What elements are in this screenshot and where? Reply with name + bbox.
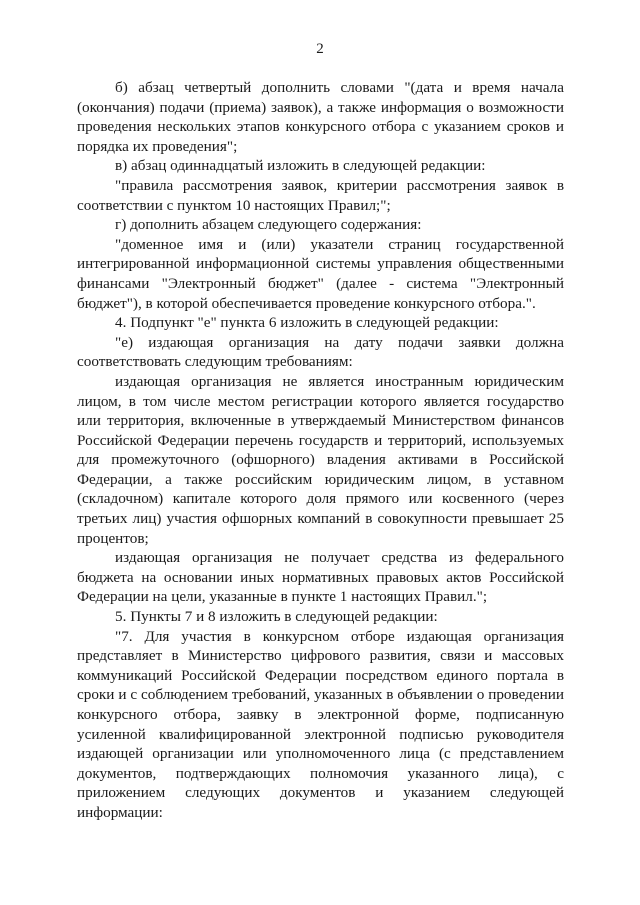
paragraph-punkt-5: 5. Пункты 7 и 8 изложить в следующей редакции:	[115, 608, 438, 626]
paragraph-podpunkt-e: "е) издающая организация на дату подачи заявки должна соответствовать следующим требованиям:	[77, 333, 564, 371]
paragraph-punkt-7: "7. Для участия в конкурсном отборе издающая организация представляет в Министерство цифрового развития, связи и массовых коммуникаций Российской Федерации посредством единого портала в сроки и с соблюдением требований, указанных в объявлении о проведении конкурсного отбора, заявку в электронной форме, подписанную усиленной квалифицированной электронной подписью руководителя издающей организации или уполномоченного лица (с представлением документов, подтверждающих полномочия указанного лица), с приложением следующих документов и указанием следующей информации:	[77, 627, 564, 821]
paragraph-domennoe-imya: "доменное имя и (или) указатели страниц государственной интегрированной информационной системы управления общественными финансами "Электронный бюджет" (далее - система "Электронный бюджет"), в которой обеспечивается проведение конкурсного отбора.".	[77, 235, 564, 312]
paragraph-ne-poluchaet-sredstva: издающая организация не получает средства из федерального бюджета на основании иных нормативных правовых актов Российской Федерации на цели, указанные в пункте 1 настоящих Правил.";	[77, 549, 564, 606]
paragraph-b-abzac-chetvertyi: б) абзац четвертый дополнить словами "(дата и время начала (окончания) подачи (приема) заявок), а также информация о возможности проведения нескольких этапов конкурсного отбора с указанием сроков и порядка их проведения";	[77, 79, 564, 155]
paragraph-ne-inostrannoe-lico: издающая организация не является иностранным юридическим лицом, в том числе местом регистрации которого является государство или территория, включенные в утверждаемый Министерством финансов Российской Федерации перечень государств и территорий, используемых для промежуточного (офшорного) владения активами в Российской Федерации, а также российским юридическим лицом, в уставном (складочном) капитале которого доля прямого или косвенного (через третьих лиц) участия офшорных компаний в совокупности превышает 25 процентов;	[77, 372, 564, 547]
paragraph-pravila-rassmotreniya: "правила рассмотрения заявок, критерии рассмотрения заявок в соответствии с пунктом 10 настоящих Правил;";	[77, 176, 564, 214]
document-body	[77, 78, 564, 823]
paragraph-punkt-4: 4. Подпункт "е" пункта 6 изложить в следующей редакции:	[115, 314, 499, 332]
paragraph-g-dopolnit: г) дополнить абзацем следующего содержания:	[115, 216, 422, 234]
page-number: 2	[316, 41, 324, 57]
paragraph-v-abzac-odinnadcatyi: в) абзац одиннадцатый изложить в следующей редакции:	[115, 157, 486, 175]
